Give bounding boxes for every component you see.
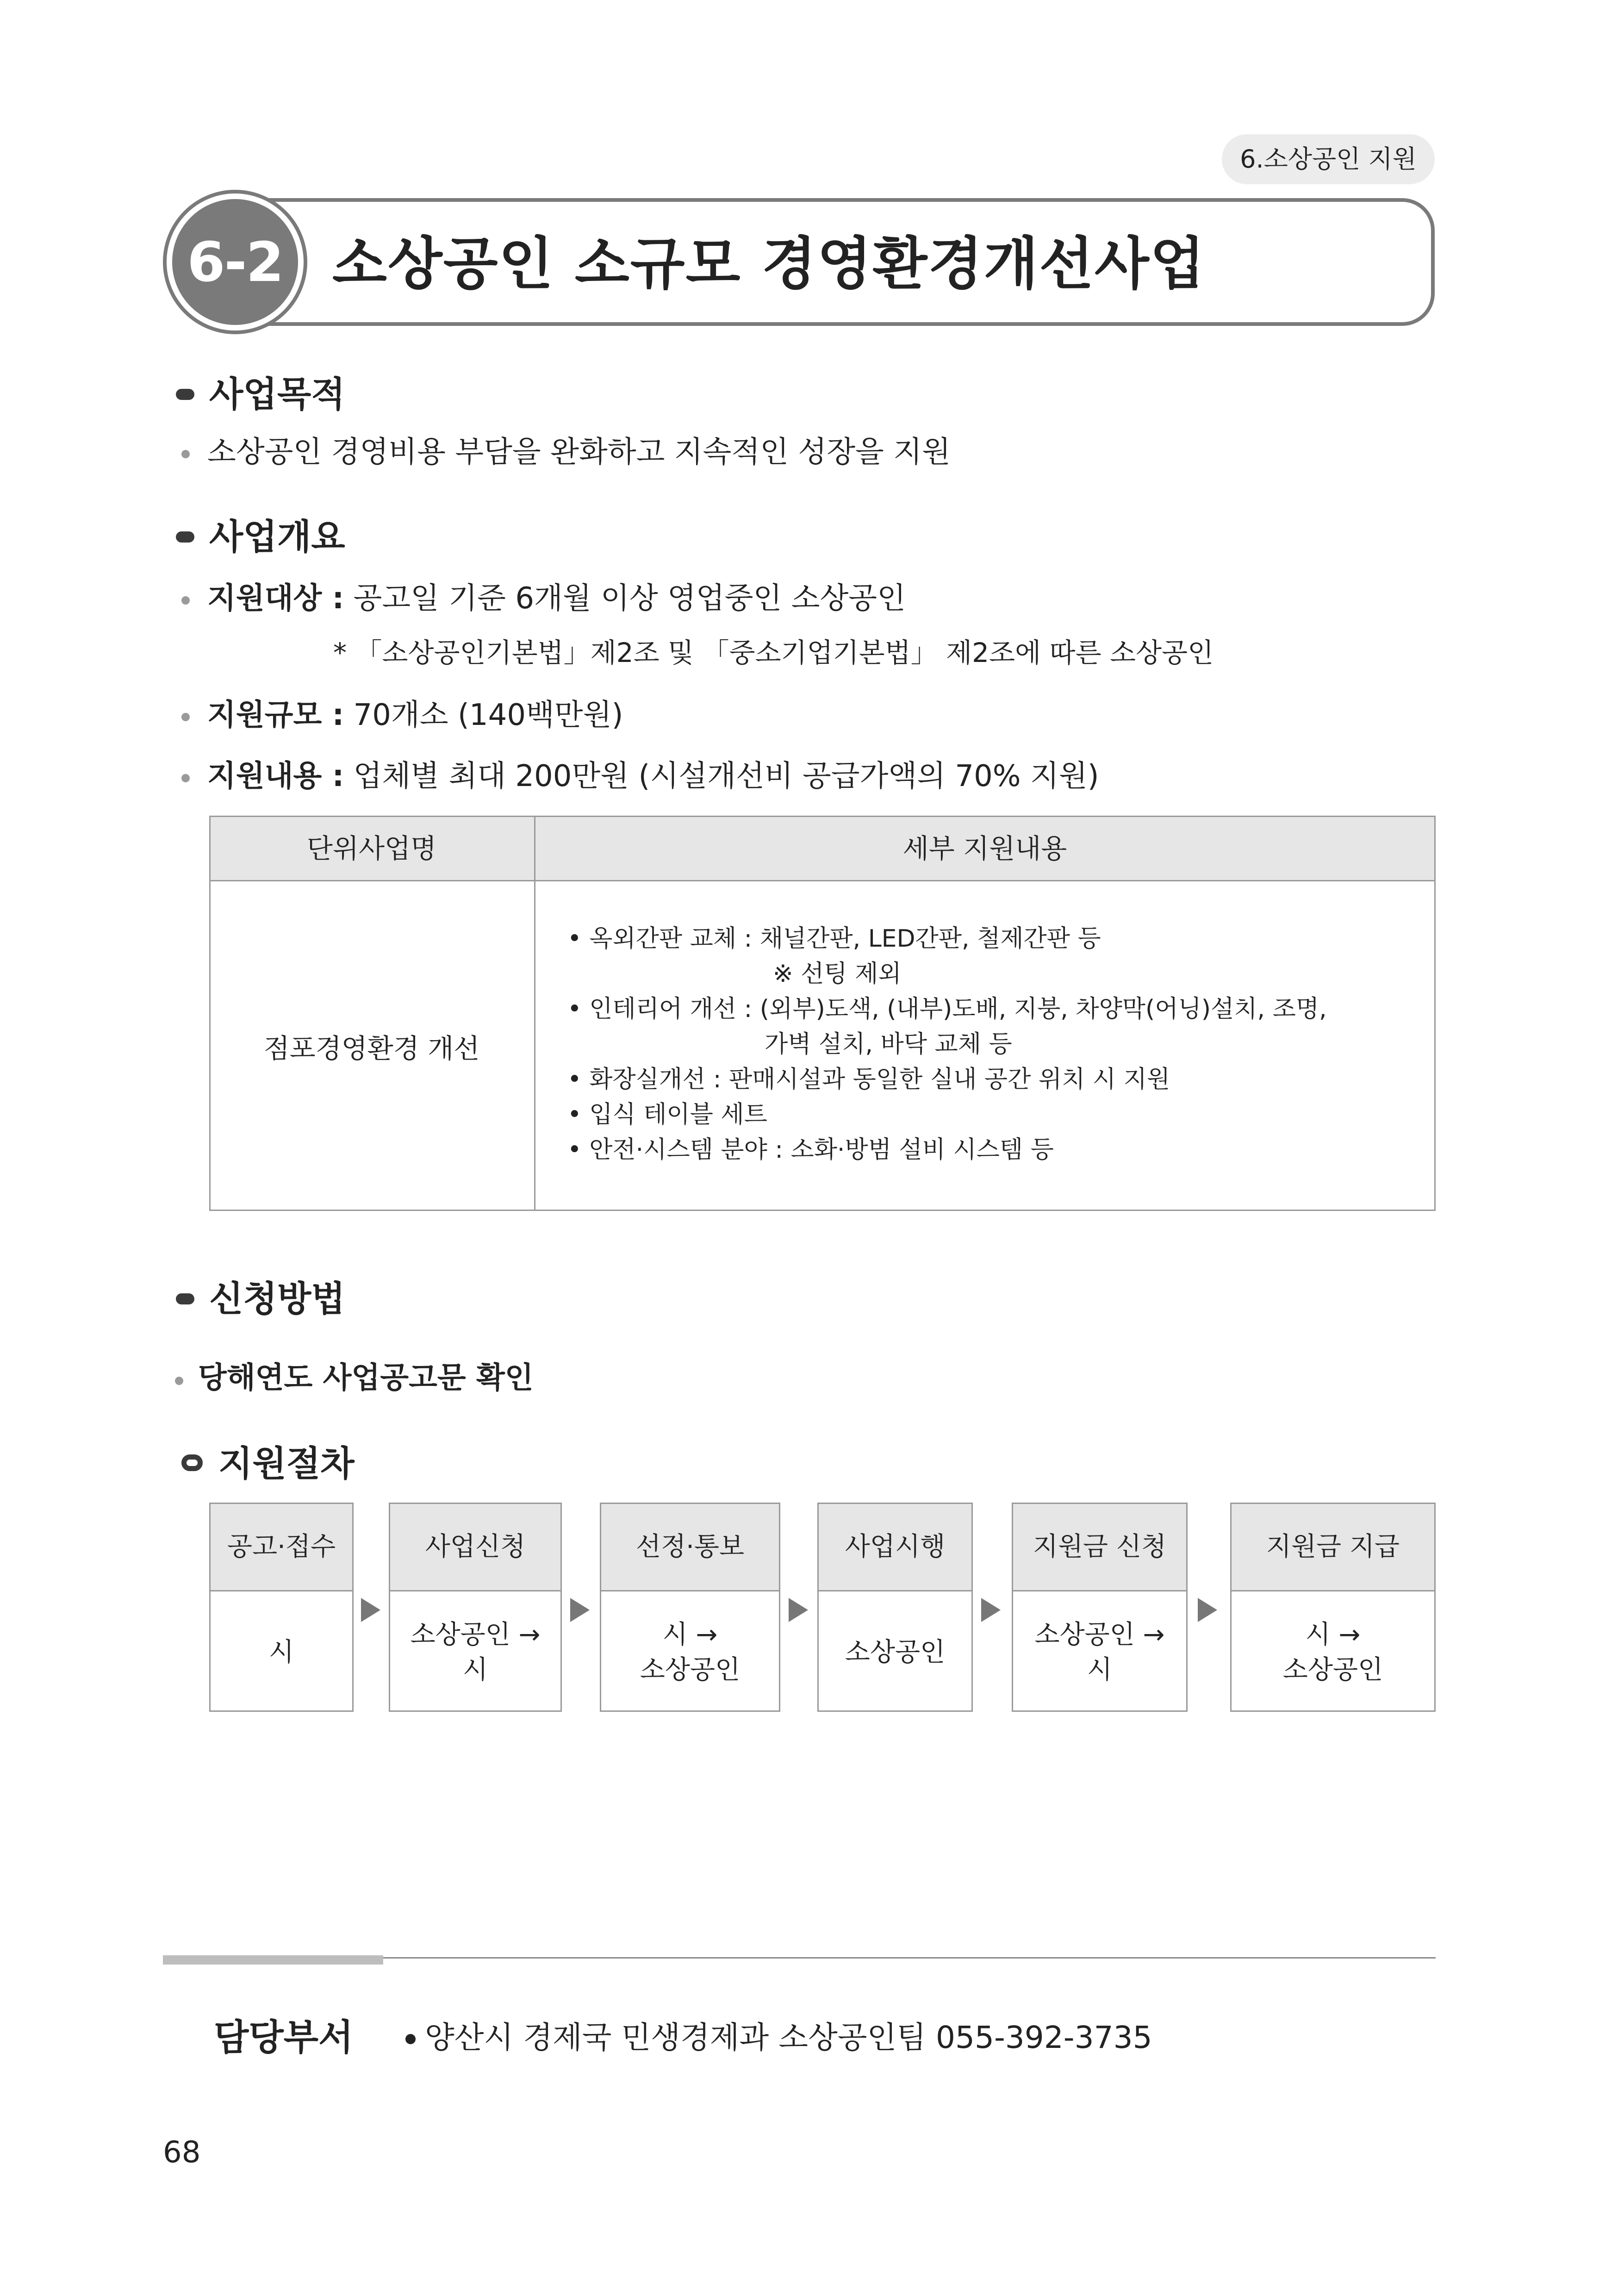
section-bullet-icon — [176, 1293, 194, 1304]
table-cell-unit-name: 점포경영환경 개선 — [263, 1033, 480, 1064]
bullet-dot-icon — [181, 450, 190, 458]
arrow-right-icon — [981, 1598, 1001, 1622]
scale-text: 70개소 (140백만원) — [353, 698, 623, 732]
detail-line: 가벽 설치, 바닥 교체 등 — [765, 1030, 1012, 1058]
step-title: 사업시행 — [819, 1504, 971, 1591]
table-header-unit: 단위사업명 — [306, 833, 437, 864]
step-actor: 소상공인 → 시 — [410, 1619, 541, 1685]
step-title: 지원금 신청 — [1013, 1504, 1186, 1591]
process-step — [389, 1503, 562, 1712]
step-title: 공고·접수 — [211, 1504, 352, 1591]
detail-line: • 인테리어 개선 : (외부)도색, (내부)도배, 지붕, 차양막(어닝)설치, 조명, — [567, 995, 1327, 1023]
step-actor: 시 → 소상공인 — [640, 1619, 741, 1685]
title-number: 6-2 — [172, 199, 298, 325]
table-header-detail: 세부 지원내용 — [902, 833, 1067, 864]
section-ring-icon — [181, 1454, 203, 1471]
application-heading: 신청방법 — [209, 1278, 345, 1319]
step-title: 지원금 지급 — [1232, 1504, 1434, 1591]
section-bullet-icon — [176, 389, 194, 400]
detail-line: ※ 선팅 제외 — [773, 960, 902, 988]
process-step — [1012, 1503, 1188, 1712]
page-title: 소상공인 소규모 경영환경개선사업 — [332, 231, 1206, 297]
target-label: 지원대상 : — [207, 581, 344, 616]
arrow-right-icon — [1198, 1598, 1217, 1622]
detail-line: • 안전·시스템 분야 : 소화·방범 설비 시스템 등 — [567, 1136, 1054, 1164]
step-actor: 소상공인 — [845, 1637, 946, 1667]
section-bullet-icon — [176, 531, 194, 543]
scale-line — [207, 694, 623, 736]
overview-heading: 사업개요 — [209, 516, 345, 557]
step-actor: 소상공인 → 시 — [1034, 1619, 1165, 1685]
chapter-tag: 6.소상공인 지원 — [1222, 134, 1435, 184]
detail-line: • 입식 테이블 세트 — [567, 1101, 767, 1129]
step-title: 사업신청 — [390, 1504, 560, 1591]
scale-label: 지원규모 : — [207, 698, 344, 732]
target-text: 공고일 기준 6개월 이상 영업중인 소상공인 — [353, 581, 906, 616]
process-step — [817, 1503, 973, 1712]
bullet-dot-icon — [405, 2034, 416, 2044]
bullet-dot-icon — [181, 596, 190, 605]
target-line — [207, 578, 906, 619]
step-actor: 시 → 소상공인 — [1282, 1619, 1383, 1685]
content-label: 지원내용 : — [207, 759, 344, 793]
content-text: 업체별 최대 200만원 (시설개선비 공급가액의 70% 지원) — [353, 759, 1099, 793]
page-number: 68 — [163, 2135, 201, 2170]
step-title: 선정·통보 — [601, 1504, 779, 1591]
arrow-right-icon — [361, 1598, 380, 1622]
arrow-right-icon — [789, 1598, 808, 1622]
procedure-heading: 지원절차 — [218, 1443, 355, 1484]
department-label: 담당부서 — [214, 2017, 354, 2059]
purpose-heading: 사업목적 — [209, 374, 345, 415]
footer-divider-accent — [163, 1955, 383, 1965]
bullet-dot-icon — [181, 713, 190, 721]
process-step — [1230, 1503, 1436, 1712]
target-note: * 「소상공인기본법」제2조 및 「중소기업기본법」 제2조에 따른 소상공인 — [333, 637, 1214, 668]
application-text: 당해연도 사업공고문 확인 — [198, 1361, 534, 1395]
bullet-dot-icon — [175, 1377, 183, 1385]
detail-line: • 옥외간판 교체 : 채널간판, LED간판, 철제간판 등 — [567, 925, 1101, 953]
process-step — [600, 1503, 780, 1712]
detail-line: • 화장실개선 : 판매시설과 동일한 실내 공간 위치 시 지원 — [567, 1066, 1170, 1093]
department-text: 양산시 경제국 민생경제과 소상공인팀 055-392-3735 — [425, 2020, 1152, 2055]
content-line — [207, 755, 1099, 797]
bullet-dot-icon — [181, 774, 190, 782]
step-actor: 시 — [268, 1637, 294, 1667]
arrow-right-icon — [570, 1598, 590, 1622]
purpose-text: 소상공인 경영비용 부담을 완화하고 지속적인 성장을 지원 — [207, 435, 951, 469]
process-step — [209, 1503, 354, 1712]
